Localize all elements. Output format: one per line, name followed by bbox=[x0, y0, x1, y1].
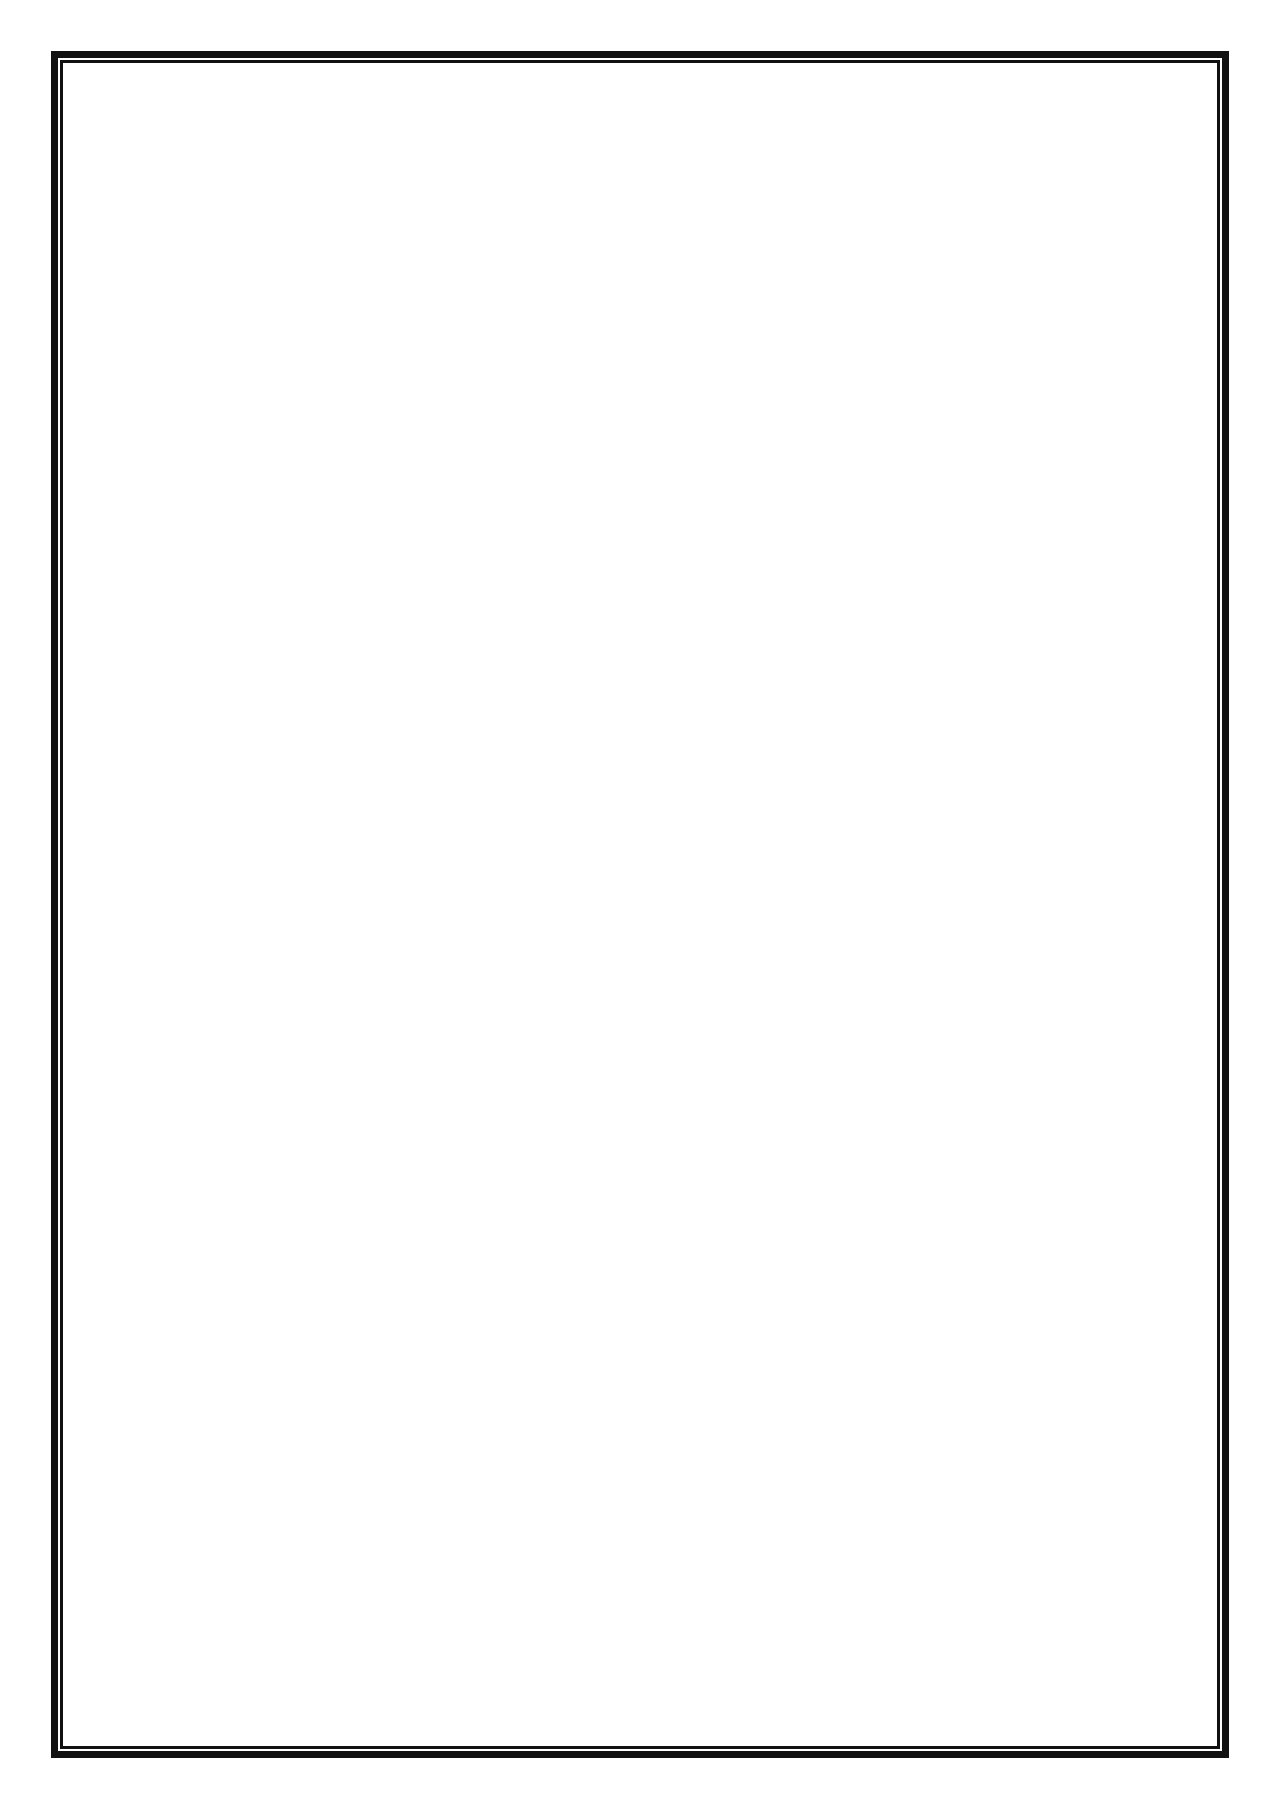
triangle-divider bbox=[488, 154, 788, 176]
page-border-inner bbox=[60, 60, 1220, 1749]
